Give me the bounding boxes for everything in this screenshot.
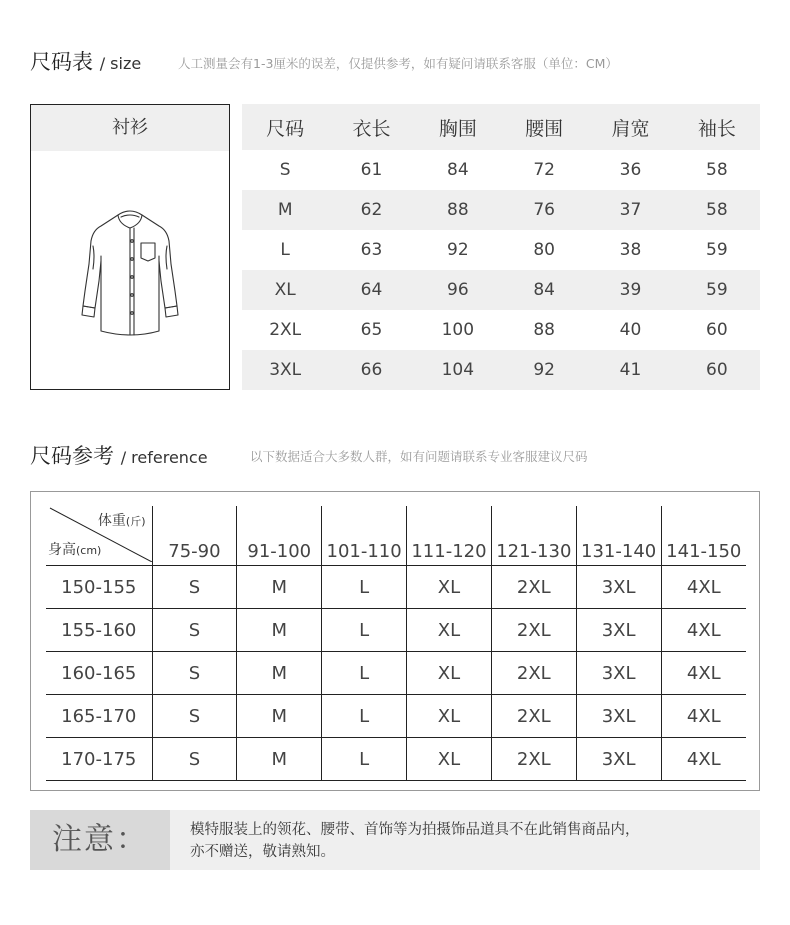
table-row xyxy=(242,230,760,270)
value-cell: 65 xyxy=(360,320,383,340)
size-cell: XL xyxy=(407,652,492,695)
notice-panel xyxy=(30,810,760,870)
value-cell: 104 xyxy=(415,350,501,390)
size-cell: 3XL xyxy=(576,609,661,652)
value-cell: 63 xyxy=(360,240,383,260)
weight-range-cell: 131-140 xyxy=(576,506,661,566)
notice-label: 注意： xyxy=(30,810,170,870)
value-cell: 100 xyxy=(441,320,475,340)
table-row xyxy=(46,695,746,738)
size-cell: L xyxy=(322,738,407,781)
size-section-title xyxy=(30,46,141,76)
weight-range-cell: 101-110 xyxy=(322,506,407,566)
value-cell: 80 xyxy=(533,240,555,260)
size-cell: 2XL xyxy=(491,566,576,609)
value-cell: 38 xyxy=(619,240,642,260)
value-cell: 61 xyxy=(360,160,383,180)
table-row xyxy=(46,652,746,695)
value-cell: 76 xyxy=(501,190,587,230)
table-row xyxy=(46,566,746,609)
value-cell: 88 xyxy=(415,190,501,230)
value-cell: 40 xyxy=(619,320,642,340)
size-cell: 4XL xyxy=(661,652,746,695)
table-row xyxy=(46,738,746,781)
reference-panel xyxy=(30,491,760,791)
shirt-icon xyxy=(31,151,229,389)
size-cell: 2XL xyxy=(491,652,576,695)
reference-title-text: 尺码参考 xyxy=(30,444,114,468)
size-cell: M xyxy=(237,566,322,609)
size-cell: L xyxy=(322,566,407,609)
value-cell: 92 xyxy=(501,350,587,390)
value-cell: 62 xyxy=(328,190,414,230)
size-cell: M xyxy=(242,190,328,230)
height-range-cell: 160-165 xyxy=(46,652,152,695)
value-cell: 84 xyxy=(447,160,469,180)
notice-line: 模特服装上的领花、腰带、首饰等为拍摄饰品道具不在此销售商品内， xyxy=(190,822,640,838)
size-cell: M xyxy=(237,609,322,652)
size-cell: XL xyxy=(407,609,492,652)
size-cell: 4XL xyxy=(661,566,746,609)
header-cell: 袖长 xyxy=(674,104,760,150)
size-cell: S xyxy=(152,609,237,652)
reference-section-note: 以下数据适合大多数人群，如有问题请联系专业客服建议尺码 xyxy=(250,449,588,464)
size-cell: S xyxy=(152,738,237,781)
size-cell: L xyxy=(322,652,407,695)
size-cell: M xyxy=(237,738,322,781)
size-cell: S xyxy=(152,652,237,695)
corner-cell xyxy=(46,506,152,566)
header-cell: 腰围 xyxy=(501,104,587,150)
reference-header xyxy=(46,506,746,566)
table-row xyxy=(46,609,746,652)
size-cell: M xyxy=(237,695,322,738)
size-cell: 2XL xyxy=(491,695,576,738)
size-cell: 3XL xyxy=(576,695,661,738)
height-unit: (cm) xyxy=(76,544,102,557)
reference-title-en: / reference xyxy=(120,448,208,467)
size-cell: S xyxy=(152,566,237,609)
value-cell: 58 xyxy=(674,190,760,230)
size-table-header xyxy=(242,104,760,150)
size-cell: L xyxy=(280,240,290,260)
size-cell: 2XL xyxy=(491,609,576,652)
weight-range-cell: 141-150 xyxy=(661,506,746,566)
size-title-text: 尺码表 xyxy=(30,50,93,74)
height-range-cell: 155-160 xyxy=(46,609,152,652)
value-cell: 88 xyxy=(533,320,555,340)
size-cell: 4XL xyxy=(661,695,746,738)
height-range-cell: 165-170 xyxy=(46,695,152,738)
category-label: 衬衫 xyxy=(31,105,229,151)
size-cell: L xyxy=(322,609,407,652)
header-cell: 衣长 xyxy=(328,104,414,150)
reference-table xyxy=(46,506,746,781)
header-cell: 胸围 xyxy=(415,104,501,150)
size-cell: 2XL xyxy=(491,738,576,781)
value-cell: 60 xyxy=(706,320,728,340)
size-cell: 3XL xyxy=(576,566,661,609)
size-cell: 3XL xyxy=(576,652,661,695)
weight-range-cell: 91-100 xyxy=(237,506,322,566)
size-cell: M xyxy=(237,652,322,695)
value-cell: 66 xyxy=(328,350,414,390)
table-row xyxy=(242,150,760,190)
value-cell: 84 xyxy=(501,270,587,310)
value-cell: 96 xyxy=(415,270,501,310)
weight-axis-label xyxy=(98,510,146,530)
header-cell: 肩宽 xyxy=(587,104,673,150)
height-label: 身高 xyxy=(48,542,76,558)
size-cell: S xyxy=(152,695,237,738)
weight-range-cell: 111-120 xyxy=(407,506,492,566)
size-cell: 3XL xyxy=(576,738,661,781)
value-cell: 58 xyxy=(706,160,728,180)
table-row xyxy=(242,310,760,350)
size-title-en: / size xyxy=(99,54,142,73)
table-row xyxy=(242,270,760,310)
notice-text xyxy=(190,819,750,863)
size-cell: 4XL xyxy=(661,738,746,781)
value-cell: 92 xyxy=(447,240,469,260)
reference-section-title xyxy=(30,440,208,470)
weight-unit: (斤) xyxy=(125,515,146,528)
size-cell: S xyxy=(279,160,291,180)
value-cell: 64 xyxy=(328,270,414,310)
weight-range-cell: 121-130 xyxy=(491,506,576,566)
value-cell: 37 xyxy=(587,190,673,230)
size-cell: 4XL xyxy=(661,609,746,652)
value-cell: 72 xyxy=(533,160,555,180)
value-cell: 41 xyxy=(587,350,673,390)
notice-line: 亦不赠送，敬请熟知。 xyxy=(190,844,335,860)
size-cell: 3XL xyxy=(242,350,328,390)
value-cell: 36 xyxy=(619,160,642,180)
size-cell: XL xyxy=(407,738,492,781)
weight-range-cell: 75-90 xyxy=(152,506,237,566)
size-cell: 2XL xyxy=(269,320,302,340)
table-row xyxy=(242,190,760,230)
size-cell: XL xyxy=(407,695,492,738)
size-table xyxy=(242,104,760,390)
table-row xyxy=(242,350,760,390)
height-range-cell: 170-175 xyxy=(46,738,152,781)
value-cell: 39 xyxy=(587,270,673,310)
height-range-cell: 150-155 xyxy=(46,566,152,609)
size-section-note: 人工测量会有1-3厘米的误差，仅提供参考，如有疑问请联系客服（单位：CM） xyxy=(178,56,618,71)
height-axis-label xyxy=(48,539,101,559)
value-cell: 60 xyxy=(674,350,760,390)
shirt-illustration-panel xyxy=(30,104,230,390)
weight-label: 体重 xyxy=(97,513,126,529)
size-cell: XL xyxy=(242,270,328,310)
header-cell: 尺码 xyxy=(242,104,328,150)
value-cell: 59 xyxy=(674,270,760,310)
size-cell: L xyxy=(322,695,407,738)
size-cell: XL xyxy=(407,566,492,609)
value-cell: 59 xyxy=(706,240,728,260)
